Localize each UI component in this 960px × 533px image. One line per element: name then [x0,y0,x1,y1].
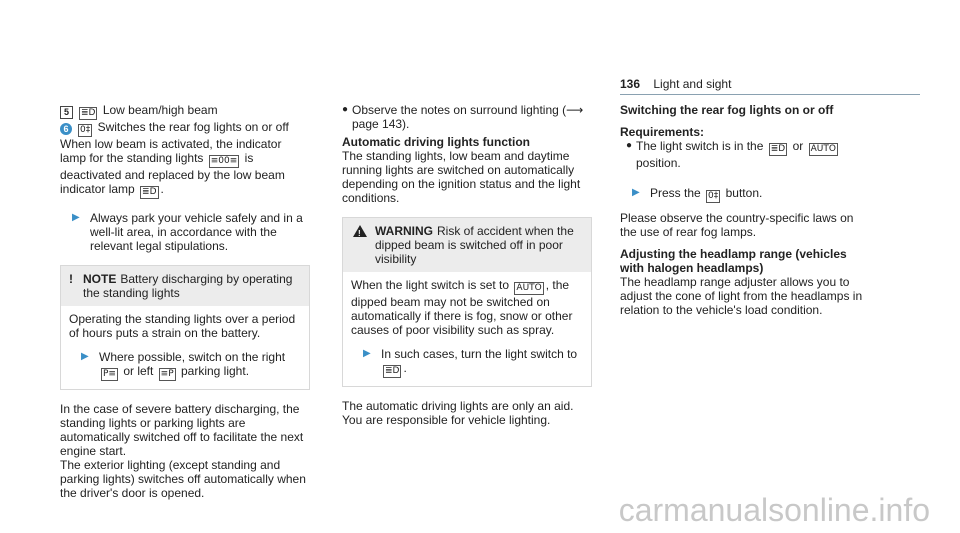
warning-header [343,218,591,272]
page-header [620,77,920,95]
warning-body [343,272,591,386]
note-text: Operating the standing lights over a period of hours puts a strain on the battery. [69,312,296,340]
parking-light-right-icon: P≡ [103,369,116,379]
bullet-text-part: Observe the notes on surround lighting ( [352,103,567,117]
paragraph-aid: The automatic driving lights are only an aid. You are responsible for vehicle lighting. [342,399,574,427]
bullet-icon: ● [342,104,349,115]
page-reference-link[interactable]: page 143). [352,117,410,131]
item-number-5: 5 [60,106,73,119]
legend-item-6 [60,120,310,137]
step-text-part: In such cases, turn the light switch to [381,347,578,361]
low-beam-icon: ≣D [81,108,96,118]
step-arrow-icon: ▶ [72,212,80,223]
step-arrow-icon: ▶ [363,348,371,359]
rear-fog-icon: 0‡ [708,191,719,201]
step-arrow-icon: ▶ [632,187,640,198]
req-text-part: The light switch is in the [636,139,764,153]
low-beam-icon: ≣D [770,144,786,154]
section-heading: Automatic driving lights function [342,135,530,149]
instruction-step [60,211,310,253]
note-header [61,266,309,306]
para-text: When low beam is activated, the indicator lamp for the standing lights [60,137,282,165]
note-box [60,265,310,390]
step-text-part: button. [725,186,763,200]
header-rule [620,94,920,95]
warning-header-text [375,224,583,266]
bullet-text [352,103,592,131]
requirement-text [636,139,870,170]
watermark: carmanualsonline.info [618,492,930,528]
auto-light-icon: AUTO [810,144,836,154]
item-6-text: Switches the rear fog lights on or off [97,120,289,134]
step-text-part: parking light. [180,364,250,378]
note-header-text [83,272,301,300]
paragraph-battery: In the case of severe battery discharging, the standing lights or parking lights are automatically switched off to facilitate the next engine start. [60,402,304,458]
column-middle [342,103,592,427]
warning-step [351,347,583,378]
exclamation-icon: ! [69,272,73,286]
requirements-label: Requirements: [620,125,705,139]
note-body [61,306,309,389]
paragraph-indicator: When low beam is activated, the indicator lamp for the standing lights ≡00≡ is deactivated and replaced by the low beam indicator lamp ≣D . [60,137,285,197]
step-arrow-icon: ▶ [81,351,89,362]
warning-subtitle: Risk of accident when the dipped beam is switched off in poor visibility [375,224,574,266]
section-heading-fog: Switching the rear fog lights on or off [620,103,834,117]
note-step [69,350,301,381]
paragraph-exterior: The exterior lighting (except standing and parking lights) switches off automatically when the driver's door is opened. [60,458,306,500]
instruction-step [620,186,870,203]
column-right [620,103,870,317]
low-beam-icon: ≣D [385,366,400,376]
warning-triangle-icon: ! [353,225,367,237]
step-text-part: Press the [650,186,701,200]
note-step-text [99,350,301,381]
req-text-part: or [792,139,804,153]
low-beam-icon: ≣D [142,187,157,197]
paragraph-range: The headlamp range adjuster allows you to adjust the cone of light from the headlamps in relation to the vehicle's load condition. [620,275,863,317]
requirement-item [620,139,870,170]
auto-light-icon: AUTO [516,283,542,293]
step-text-part: or left [123,364,154,378]
standing-lights-icon: ≡00≡ [210,156,238,166]
warning-text-part: When the light switch is set to [351,278,510,292]
section-heading-range: Adjusting the headlamp range (vehicles with halogen headlamps) [620,247,847,275]
legend-item-5 [60,103,310,120]
note-subtitle: Battery discharging by operating the standing lights [83,272,293,300]
bullet-icon: ● [626,140,633,151]
note-title: NOTE [83,272,117,286]
bullet-item [342,103,592,131]
warning-box [342,217,592,387]
para-text: is deactivated and replaced by the low beam indicator lamp [60,151,285,196]
parking-light-left-icon: ≡P [160,369,174,379]
warning-text-part: , the dipped beam may not be switched on automatically if there is fog, snow or other causes of poor visibility such as spray. [351,278,573,337]
paragraph-laws: Please observe the country-specific laws on the use of rear fog lamps. [620,211,854,239]
page-ref-arrow-icon: ⟶ [566,103,584,117]
warning-title: WARNING [375,224,433,238]
page-number: 136 [620,77,641,91]
step-text-part: Where possible, switch on the right [99,350,286,364]
warning-step-text: In such cases, turn the light switch to ≣D . [381,347,578,376]
section-title: Light and sight [653,77,732,91]
paragraph-auto-lights: The standing lights, low beam and daytime running lights are switched on automatically depending on the ignition status and the light conditions. [342,149,581,205]
step-text: Always park your vehicle safely and in a well-lit area, in accordance with the relevant legal stipulations. [90,211,303,253]
step-text [650,186,870,203]
rear-fog-icon: 0‡ [80,125,91,135]
req-text-part: position. [636,156,681,170]
column-left [60,103,310,500]
item-5-text: Low beam/high beam [102,103,218,117]
item-number-6: 6 [60,123,72,135]
warning-text [351,278,583,337]
